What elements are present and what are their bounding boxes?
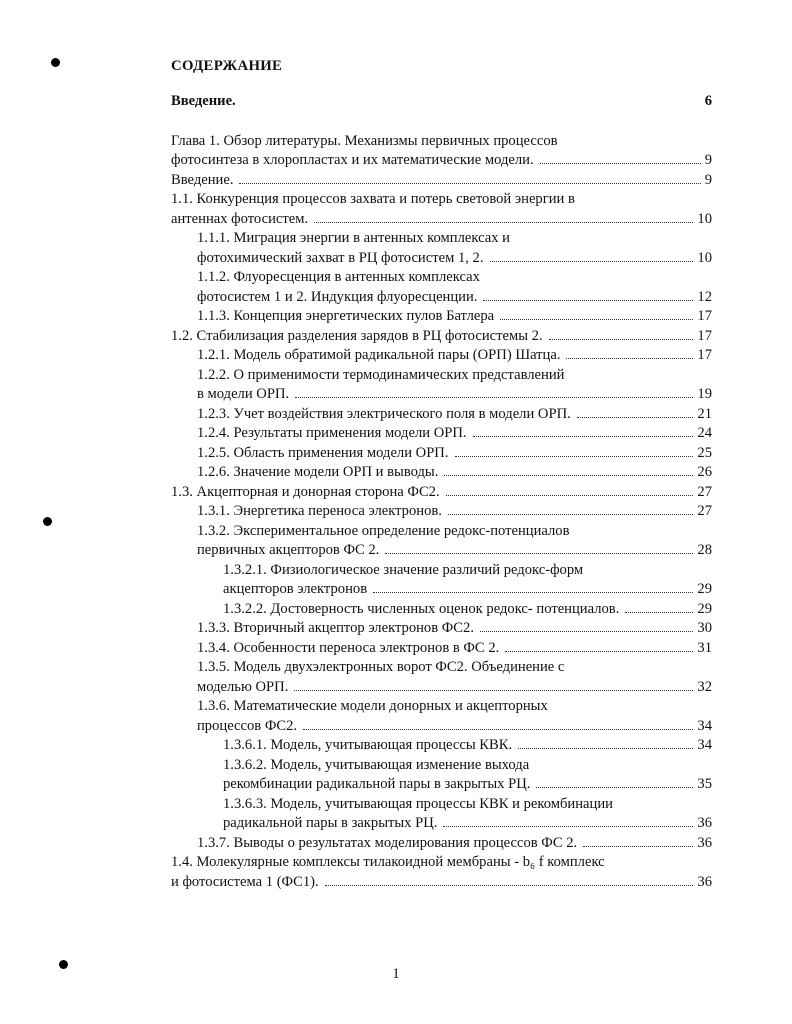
toc-leader bbox=[473, 436, 694, 437]
toc-entry-introduction bbox=[171, 92, 712, 112]
toc-leader bbox=[295, 397, 693, 398]
toc-leader bbox=[314, 222, 693, 223]
toc-entry-page: 21 bbox=[697, 405, 712, 422]
toc-entry-title-line: 1.3.2. Экспериментальное определение редокс-потенциалов bbox=[197, 522, 570, 539]
toc-entry bbox=[197, 834, 712, 854]
toc-leader bbox=[583, 846, 693, 847]
toc-entry-title-line: 1.2.6. Значение модели ОРП и выводы. bbox=[197, 464, 439, 480]
toc-entry bbox=[197, 366, 712, 405]
toc-entry-page: 26 bbox=[697, 464, 712, 480]
punch-hole-top bbox=[51, 58, 60, 67]
toc-entry bbox=[171, 327, 712, 347]
toc-leader bbox=[549, 339, 694, 340]
toc-entry-page: 17 bbox=[697, 308, 712, 324]
toc-leader bbox=[303, 729, 693, 730]
toc-entry-page: 17 bbox=[697, 347, 712, 363]
toc-entry-page: 29 bbox=[697, 581, 712, 597]
toc-entry bbox=[197, 444, 712, 464]
toc-entry-title-line: фотохимический захват в РЦ фотосистем 1, 2. bbox=[197, 249, 484, 266]
toc-entry-title-line: рекомбинации радикальной пары в закрытых РЦ. bbox=[223, 776, 531, 792]
toc-entry-title-line: 1.1.3. Концепция энергетических пулов Батлера bbox=[197, 308, 495, 324]
toc-entry-title-line: 1.3.4. Особенности переноса электронов в ФС 2. bbox=[197, 639, 500, 656]
toc-entry-page: 10 bbox=[697, 249, 712, 266]
toc-entry-page: 12 bbox=[697, 288, 712, 305]
toc-entry-title-line: первичных акцепторов ФС 2. bbox=[197, 542, 380, 558]
toc-entry-title-line: антеннах фотосистем. bbox=[171, 210, 309, 227]
toc-entry-title-line: и фотосистема 1 (ФС1). bbox=[171, 873, 319, 890]
toc-entry bbox=[223, 561, 712, 600]
toc-entry bbox=[197, 463, 712, 483]
toc-entry-title-line: Глава 1. Обзор литературы. Механизмы первичных процессов bbox=[171, 132, 558, 149]
toc-entry bbox=[197, 697, 712, 736]
toc-entry bbox=[197, 639, 712, 659]
toc-entry-page: 17 bbox=[697, 327, 712, 344]
toc-leader bbox=[490, 261, 694, 262]
toc-leader bbox=[480, 631, 693, 632]
toc-entry-title-line: 1.3.3. Вторичный акцептор электронов ФС2. bbox=[197, 620, 474, 636]
toc-leader bbox=[566, 358, 693, 359]
toc-entry-title-line: 1.1.1. Миграция энергии в антенных комплексах и bbox=[197, 230, 510, 246]
table-of-contents bbox=[171, 92, 712, 892]
toc-leader bbox=[577, 417, 694, 418]
toc-entry-page: 36 bbox=[697, 834, 712, 851]
toc-entry-page: 30 bbox=[697, 620, 712, 636]
toc-entry-page: 27 bbox=[697, 503, 712, 519]
toc-entry-title-line: 1.2. Стабилизация разделения зарядов в РЦ фотосистемы 2. bbox=[171, 327, 543, 344]
toc-entry bbox=[197, 502, 712, 522]
toc-entry-page: 27 bbox=[697, 483, 712, 500]
toc-leader bbox=[446, 495, 694, 496]
toc-entry bbox=[171, 171, 712, 191]
toc-entry bbox=[171, 190, 712, 229]
toc-entry-title-line: 1.3.2.2. Достоверность численных оценок редокс- потенциалов. bbox=[223, 600, 620, 617]
punch-hole-middle bbox=[43, 517, 52, 526]
toc-entry-title-line: 1.4. Молекулярные комплексы тилакоидной мембраны - b₆ f комплекс bbox=[171, 854, 605, 870]
toc-entry-page: 19 bbox=[697, 386, 712, 402]
toc-entry-page: 29 bbox=[697, 600, 712, 617]
toc-entry-title-line: 1.3.6. Математические модели донорных и акцепторных bbox=[197, 698, 548, 714]
toc-leader bbox=[625, 612, 693, 613]
toc-entry-title-line: 1.3. Акцепторная и донорная сторона ФС2. bbox=[171, 483, 440, 500]
toc-entry bbox=[197, 619, 712, 639]
toc-entry-page: 32 bbox=[697, 678, 712, 695]
toc-leader bbox=[325, 885, 694, 886]
toc-entry-title-line: 1.2.5. Область применения модели ОРП. bbox=[197, 444, 449, 461]
toc-leader bbox=[444, 475, 693, 476]
toc-entry-page: 9 bbox=[704, 171, 712, 188]
toc-entry-title-line: 1.3.6.3. Модель, учитывающая процессы КВК и рекомбинации bbox=[223, 795, 613, 812]
toc-entry-page: 24 bbox=[697, 425, 712, 441]
toc-leader bbox=[385, 553, 693, 554]
toc-entry-title-line: процессов ФС2. bbox=[197, 717, 298, 734]
toc-leader bbox=[443, 826, 693, 827]
toc-entry-page: 36 bbox=[697, 815, 712, 831]
toc-leader bbox=[239, 183, 700, 184]
toc-entry-title-line: 1.2.4. Результаты применения модели ОРП. bbox=[197, 425, 467, 441]
toc-entry-page: 36 bbox=[697, 873, 712, 890]
toc-entry-page: 34 bbox=[697, 717, 712, 734]
toc-leader bbox=[518, 748, 693, 749]
toc-entry-chapter-1 bbox=[171, 132, 712, 171]
toc-entry-title-line: 1.3.2.1. Физиологическое значение различий редокс-форм bbox=[223, 561, 584, 578]
toc-entry-title-line: фотосистем 1 и 2. Индукция флуоресценции. bbox=[197, 288, 478, 305]
toc-entry-page: 35 bbox=[697, 776, 712, 792]
toc-entry-page: 9 bbox=[704, 152, 712, 168]
toc-entry bbox=[223, 600, 712, 620]
toc-entry-title-line: фотосинтеза в хлоропластах и их математические модели. bbox=[171, 152, 534, 168]
toc-entry-title-line: 1.3.6.1. Модель, учитывающая процессы КВК. bbox=[223, 737, 513, 753]
toc-entry bbox=[197, 405, 712, 425]
toc-leader bbox=[294, 690, 693, 691]
toc-entry-page: 28 bbox=[697, 542, 712, 558]
toc-leader bbox=[448, 514, 693, 515]
toc-entry bbox=[223, 736, 712, 756]
toc-entry-title: Введение. bbox=[171, 93, 236, 109]
toc-entry-title-line: Введение. bbox=[171, 171, 234, 188]
toc-entry-title-line: 1.1. Конкуренция процессов захвата и потерь световой энергии в bbox=[171, 191, 575, 207]
toc-leader bbox=[505, 651, 693, 652]
toc-entry-title-line: 1.1.2. Флуоресценция в антенных комплексах bbox=[197, 269, 480, 285]
toc-entry-page: 25 bbox=[697, 444, 712, 461]
toc-entry-title-line: акцепторов электронов bbox=[223, 581, 368, 597]
toc-leader bbox=[483, 300, 693, 301]
toc-entries bbox=[171, 171, 712, 893]
toc-leader bbox=[373, 592, 693, 593]
toc-entry-title-line: 1.2.2. О применимости термодинамических представлений bbox=[197, 366, 565, 383]
toc-entry-title-line: 1.3.1. Энергетика переноса электронов. bbox=[197, 503, 442, 519]
toc-entry-page: 34 bbox=[697, 737, 712, 753]
toc-entry bbox=[171, 483, 712, 503]
toc-entry bbox=[197, 522, 712, 561]
toc-leader bbox=[540, 163, 701, 164]
page-number: 1 bbox=[392, 966, 400, 982]
toc-entry-title-line: 1.2.3. Учет воздействия электрического поля в модели ОРП. bbox=[197, 405, 571, 422]
toc-entry bbox=[197, 658, 712, 697]
toc-leader bbox=[455, 456, 694, 457]
toc-entry-page: 6 bbox=[704, 93, 712, 109]
toc-entry-page: 10 bbox=[697, 210, 712, 227]
toc-entry-title-line: 1.3.7. Выводы о результатах моделирования процессов ФС 2. bbox=[197, 834, 578, 851]
toc-entry-title-line: в модели ОРП. bbox=[197, 386, 290, 402]
toc-entry-title-line: радикальной пары в закрытых РЦ. bbox=[223, 815, 438, 831]
toc-leader bbox=[536, 787, 693, 788]
toc-entry bbox=[223, 795, 712, 834]
page-title: СОДЕРЖАНИЕ bbox=[171, 58, 283, 74]
toc-entry-page: 31 bbox=[697, 639, 712, 656]
toc-entry bbox=[171, 853, 712, 892]
toc-entry bbox=[197, 229, 712, 268]
toc-entry bbox=[197, 424, 712, 444]
toc-entry-title-line: 1.3.5. Модель двухэлектронных ворот ФС2. Объединение с bbox=[197, 659, 565, 675]
toc-entry-title-line: 1.2.1. Модель обратимой радикальной пары (ОРП) Шатца. bbox=[197, 347, 561, 363]
toc-entry bbox=[197, 346, 712, 366]
toc-entry-title-line: 1.3.6.2. Модель, учитывающая изменение выхода bbox=[223, 756, 530, 773]
toc-entry bbox=[223, 756, 712, 795]
toc-entry bbox=[197, 268, 712, 307]
toc-entry bbox=[197, 307, 712, 327]
toc-leader bbox=[500, 319, 693, 320]
toc-entry-title-line: моделью ОРП. bbox=[197, 678, 289, 695]
